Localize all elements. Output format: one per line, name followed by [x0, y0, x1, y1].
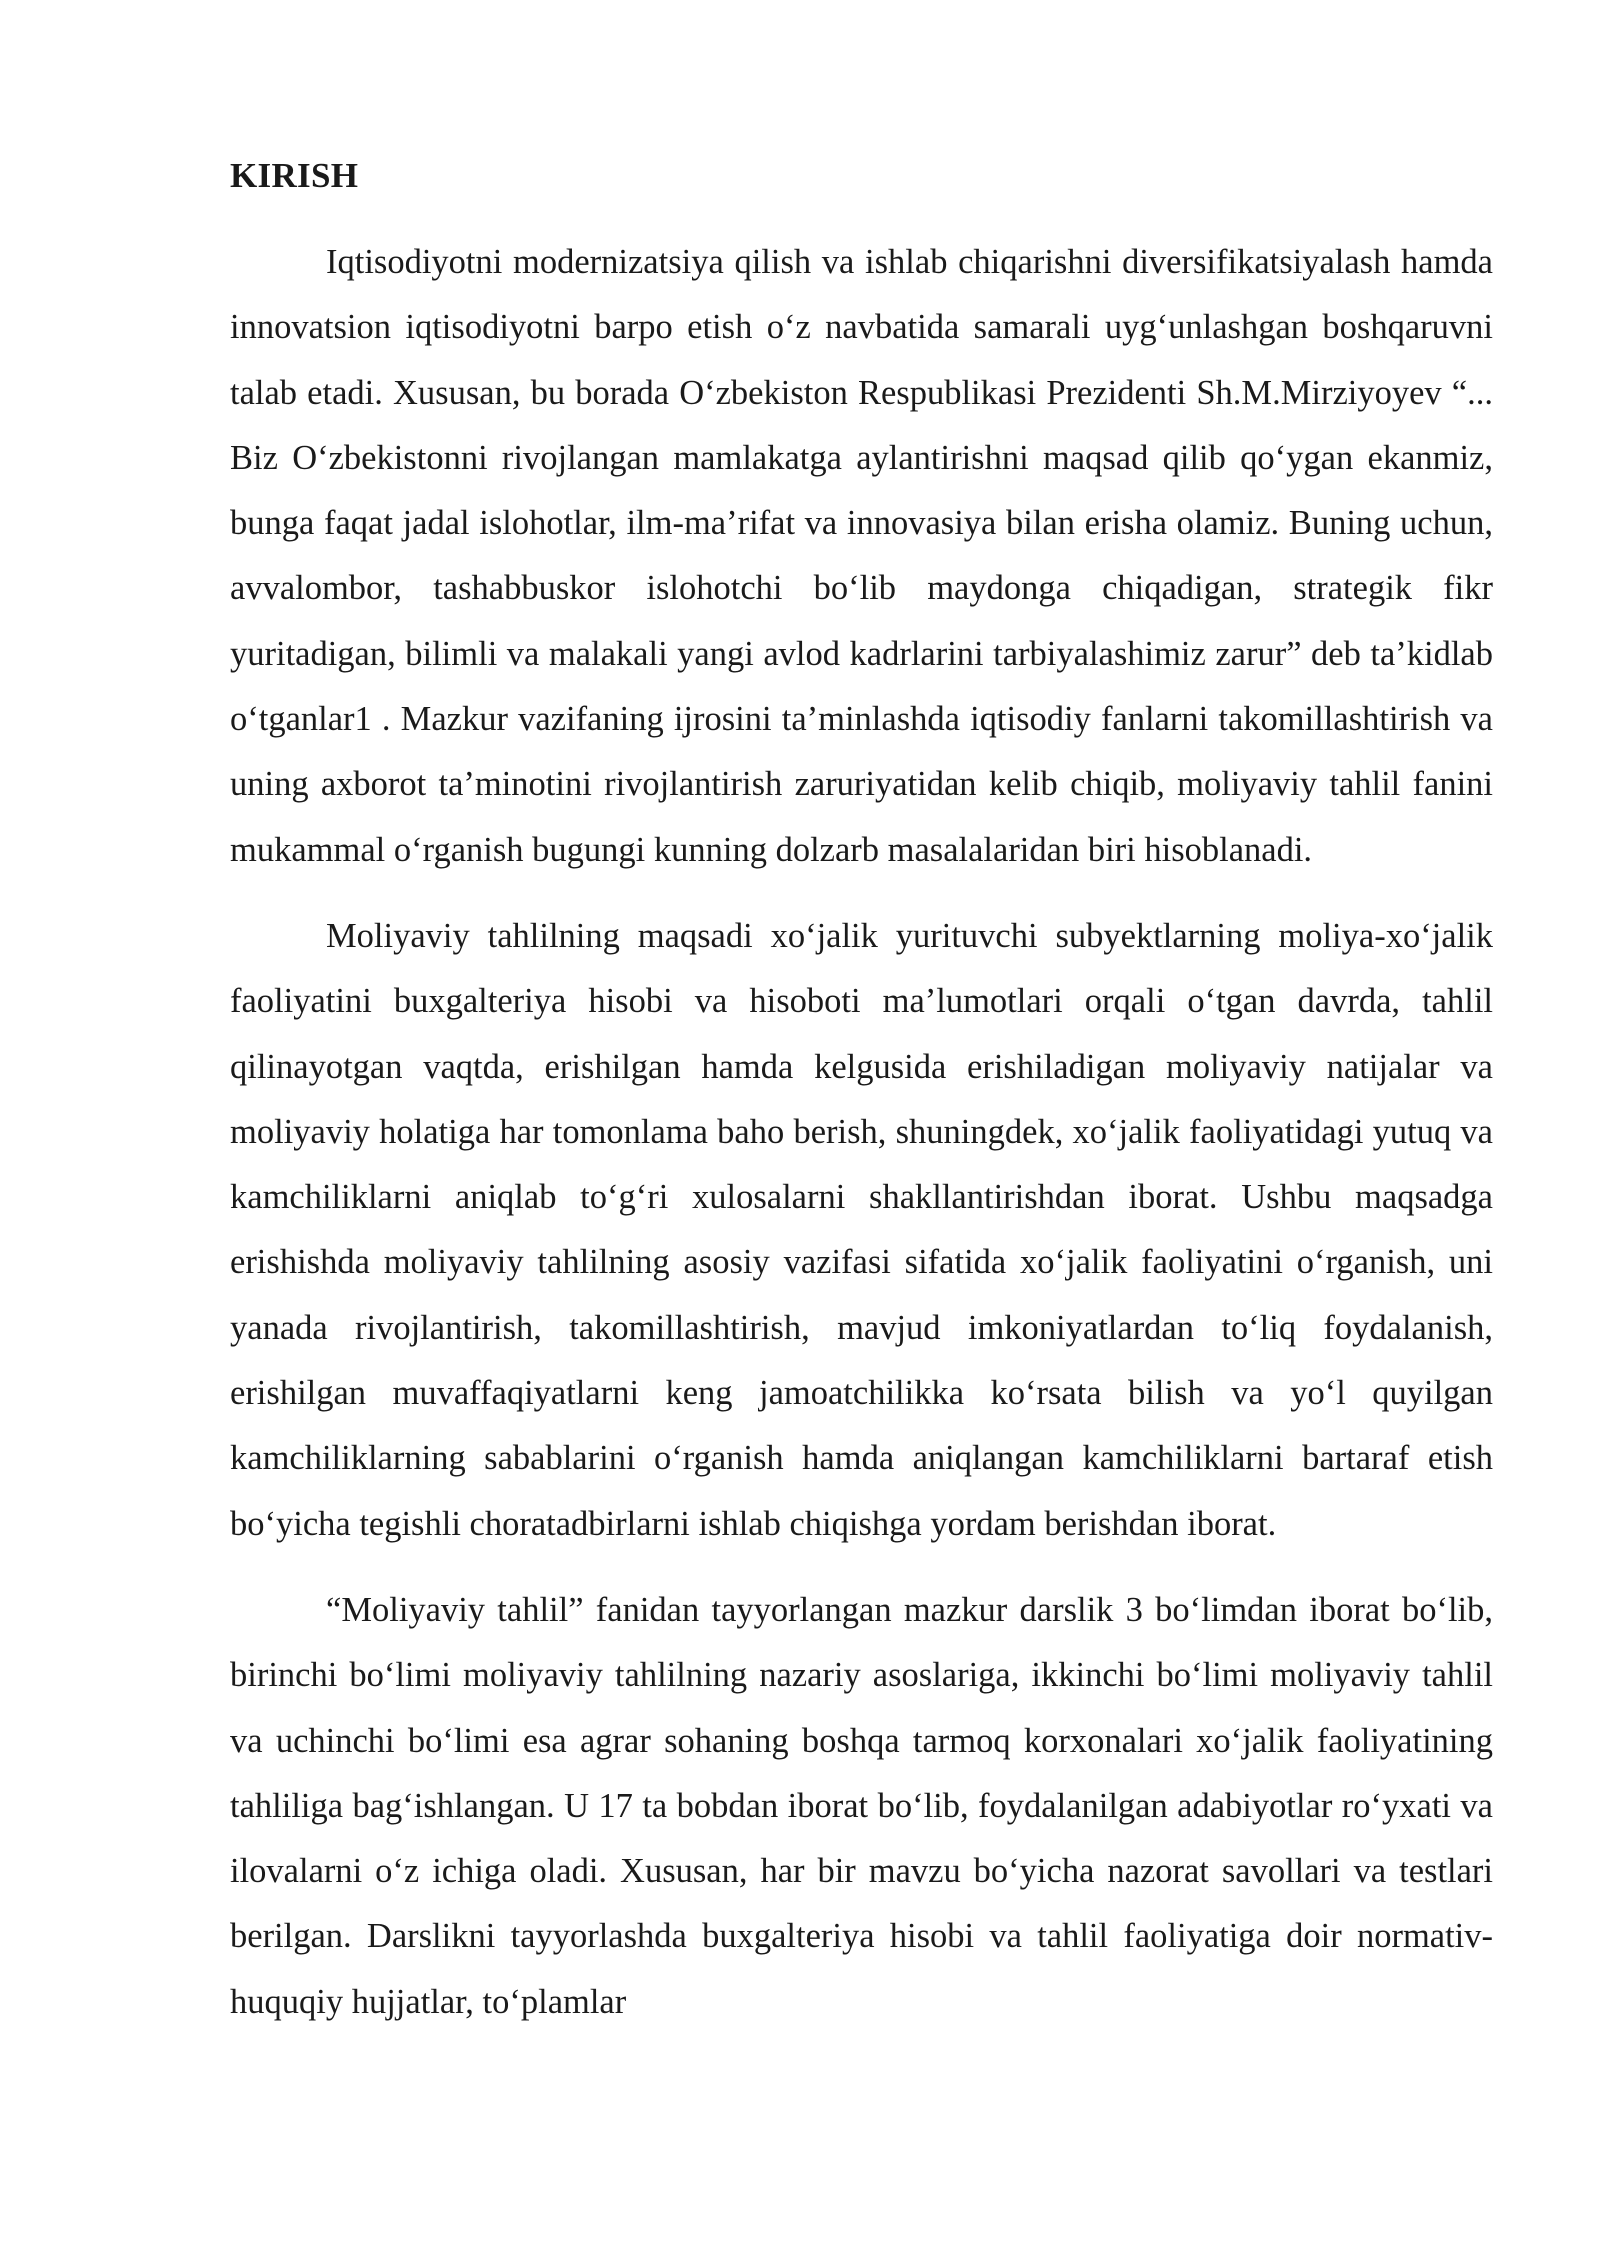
paragraph-textbook-structure: “Moliyaviy tahlil” fanidan tayyorlangan mazkur darslik 3 bo‘limdan iborat bo‘lib, birinchi bo‘limi moliyaviy tahlilning nazariy asoslariga, ikkinchi bo‘limi moliyaviy tahlil va uchinchi bo‘limi esa agrar sohaning boshqa tarmoq korxonalari xo‘jalik faoliyatining tahliliga bag‘ishlangan. U 17 ta bobdan iborat bo‘lib, foydalanilgan adabiyotlar ro‘yxati va ilovalarni o‘z ichiga oladi. Xususan, har bir mavzu bo‘yicha nazorat savollari va testlari berilgan. Darslikni tayyorlashda buxgalteriya hisobi va tahlil faoliyatiga doir normativ-huquqiy hujjatlar, to‘plamlar [230, 1590, 1493, 2021]
paragraph-analysis-goal: Moliyaviy tahlilning maqsadi xo‘jalik yurituvchi subyektlarning moliya-xo‘jalik faoliyatini buxgalteriya hisobi va hisoboti ma’lumotlari orqali o‘tgan davrda, tahlil qilinayotgan vaqtda, erishilgan hamda kelgusida erishiladigan moliyaviy natijalar va moliyaviy holatiga har tomonlama baho berish, shuningdek, xo‘jalik faoliyatidagi yutuq va kamchiliklarni aniqlab to‘g‘ri xulosalarni shakllantirishdan iborat. Ushbu maqsadga erishishda moliyaviy tahlilning asosiy vazifasi sifatida xo‘jalik faoliyatini o‘rganish, uni yanada rivojlantirish, takomillashtirish, mavjud imkoniyatlardan to‘liq foydalanish, erishilgan muvaffaqiyatlarni keng jamoatchilikka ko‘rsata bilish va yo‘l quyilgan kamchiliklarning sabablarini o‘rganish hamda aniqlangan kamchiliklarni bartaraf etish bo‘yicha tegishli choratadbirlarni ishlab chiqishga yordam berishdan iborat. [230, 916, 1493, 1543]
page-content [230, 150, 1493, 2056]
section-heading: KIRISH [230, 156, 359, 195]
paragraph-intro: Iqtisodiyotni modernizatsiya qilish va ishlab chiqarishni diversifikatsiyalash hamda innovatsion iqtisodiyotni barpo etish o‘z navbatida samarali uyg‘unlashgan boshqaruvni talab etadi. Xususan, bu borada O‘zbekiston Respublikasi Prezidenti Sh.M.Mirziyoyev “... Biz O‘zbekistonni rivojlangan mamlakatga aylantirishni maqsad qilib qo‘ygan ekanmiz, bunga faqat jadal islohotlar, ilm-ma’rifat va innovasiya bilan erisha olamiz. Buning uchun, avvalombor, tashabbuskor islohotchi bo‘lib maydonga chiqadigan, strategik fikr yuritadigan, bilimli va malakali yangi avlod kadrlarini tarbiyalashimiz zarur” deb ta’kidlab o‘tganlar1 . Mazkur vazifaning ijrosini ta’minlashda iqtisodiy fanlarni takomillashtirish va uning axborot ta’minotini rivojlantirish zaruriyatidan kelib chiqib, moliyaviy tahlil fanini mukammal o‘rganish bugungi kunning dolzarb masalalaridan biri hisoblanadi. [230, 243, 1493, 869]
